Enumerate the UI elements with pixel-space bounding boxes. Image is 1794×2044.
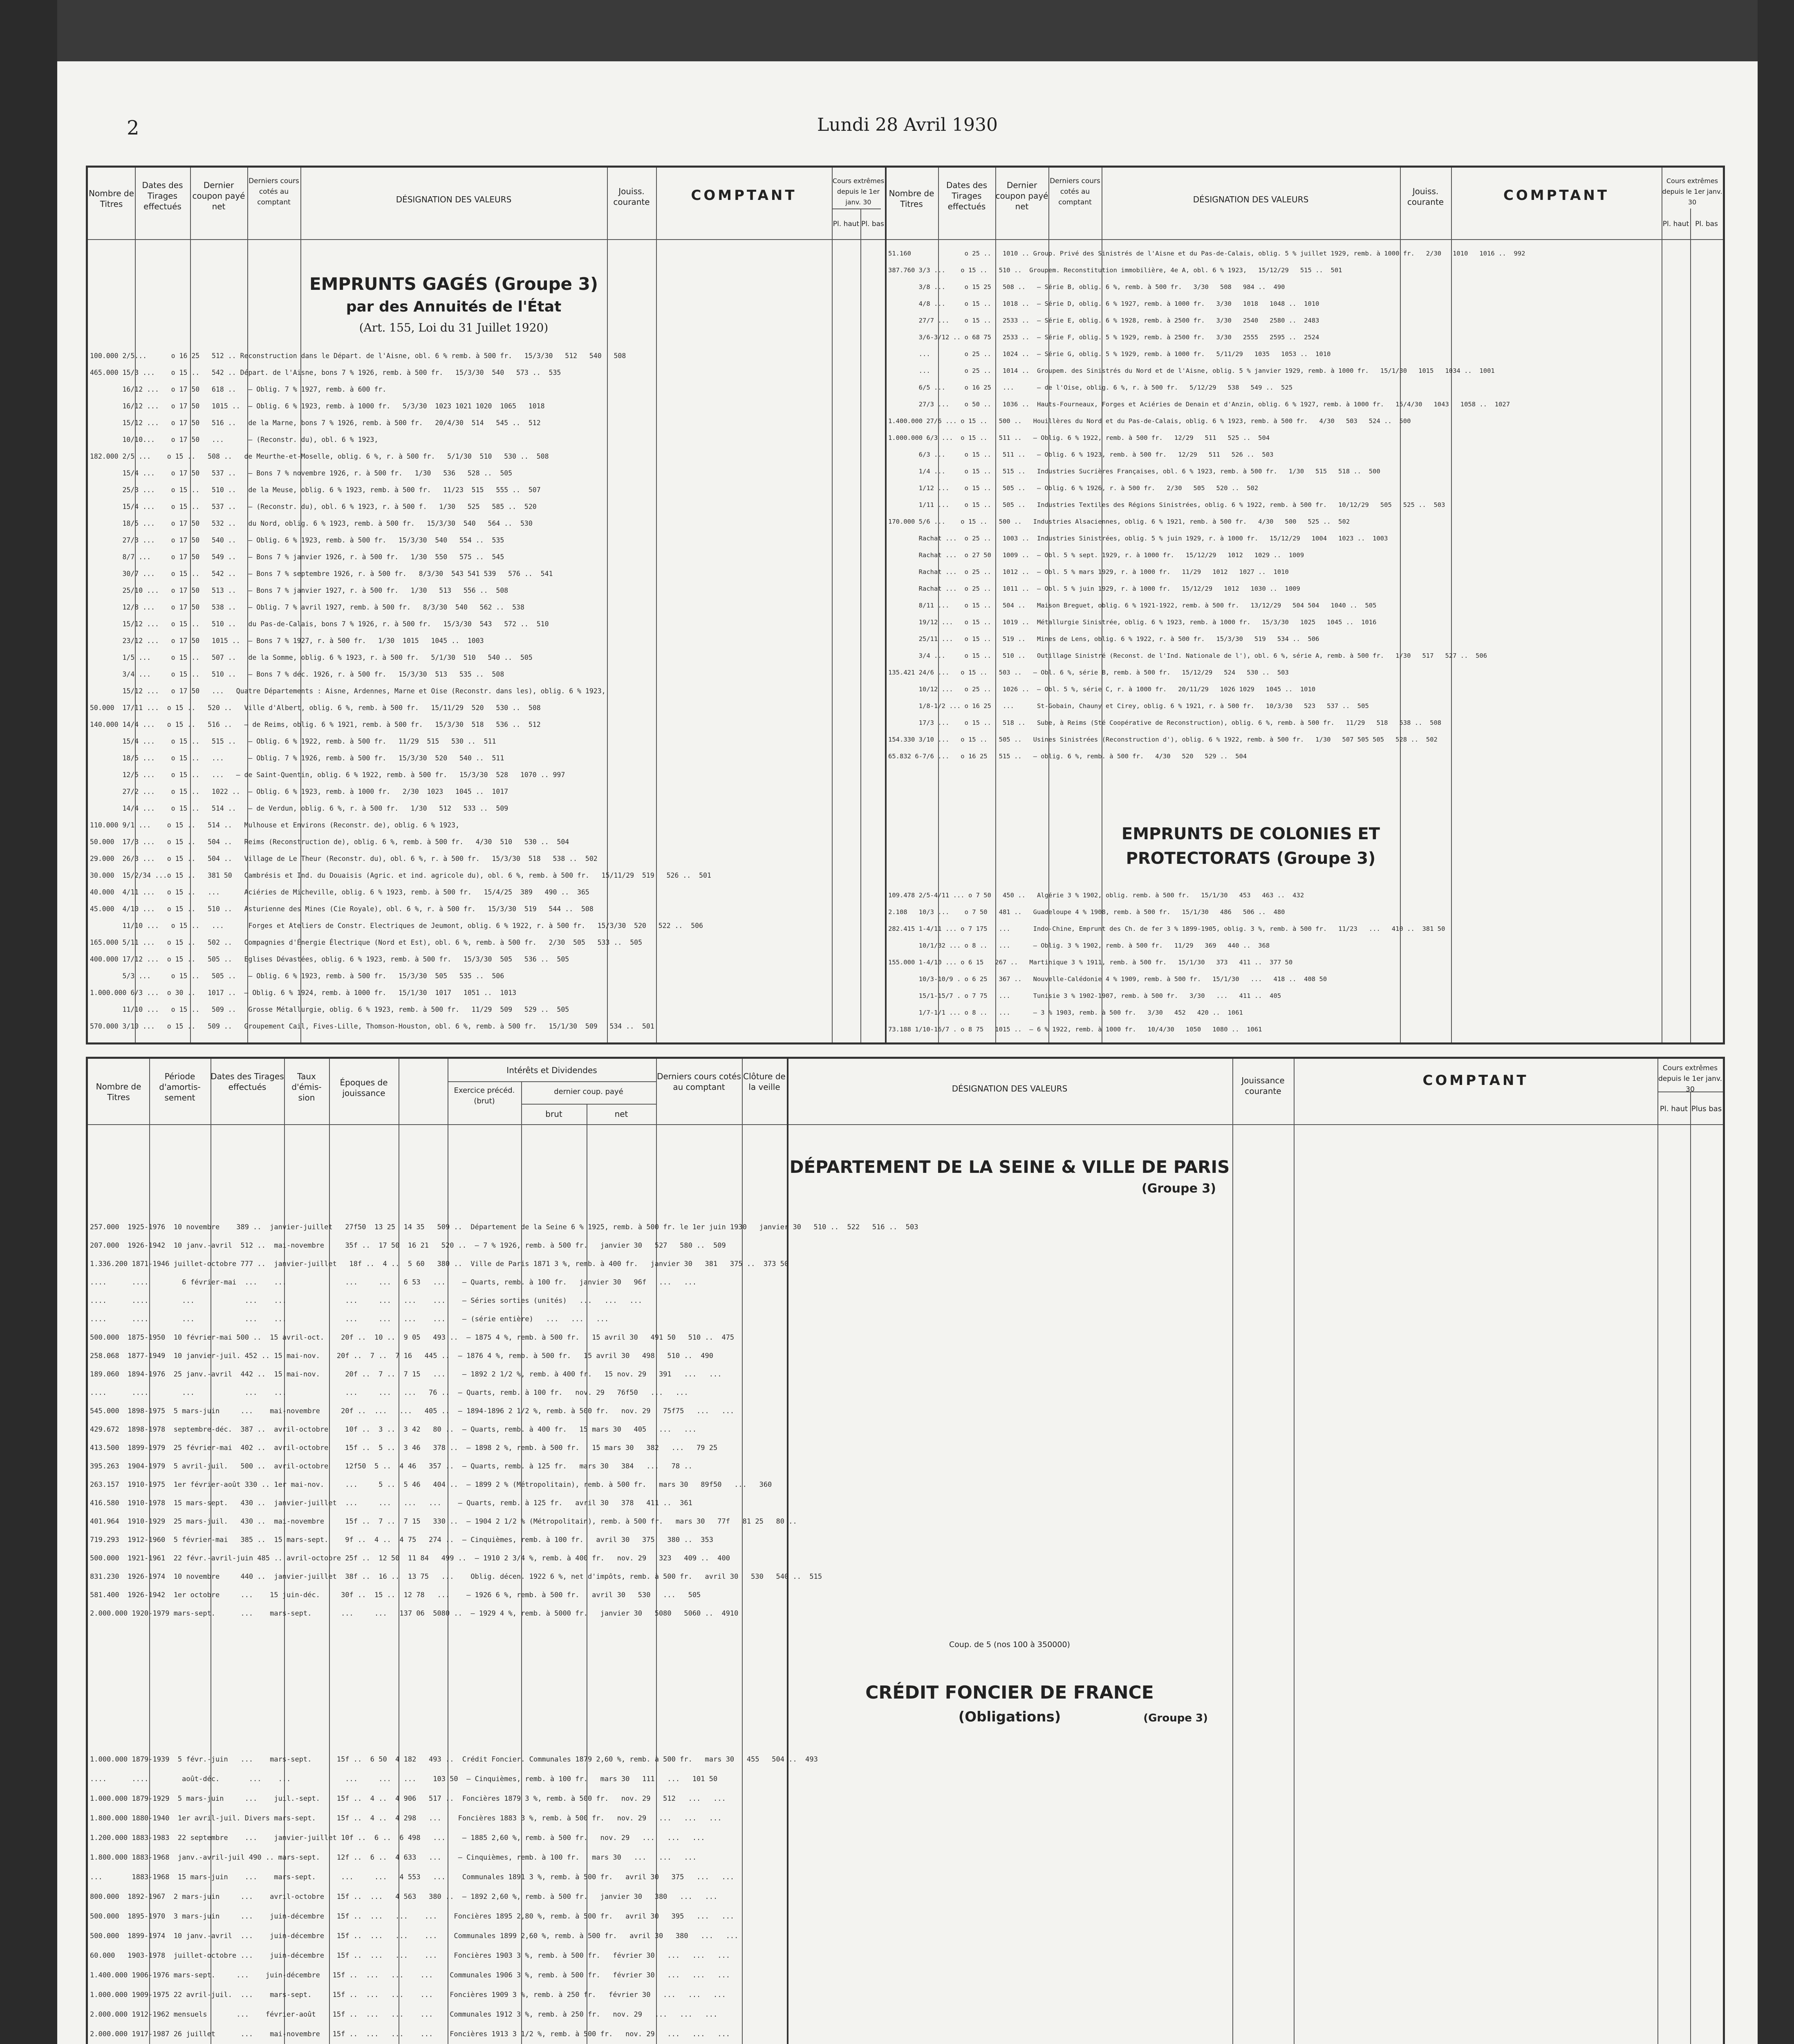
bcol-taux: Taux d'émis-sion [291, 1071, 322, 1103]
table-row: 3/4 ... o 15 .. 510 .. — Bons 7 % déc. 1926, r. à 500 fr. 15/3/30 513 535 .. 508 [90, 670, 504, 678]
section-colonies: EMPRUNTS DE COLONIES ET PROTECTORATS (Groupe 3) [1121, 825, 1380, 868]
table-row: 719.293 1912-1960 5 février-mai 385 .. 15 mars-sept. 9f .. 4 .. 4 75 274 .. — Cinquièmes, remb. à 100 fr. avril 30 375 380 .. 353 [90, 1536, 713, 1544]
table-row: 10/12 ... o 25 .. 1026 .. — Obl. 5 %, série C, r. à 1000 fr. 20/11/29 1026 1029 1045 .. 1010 [888, 686, 1316, 693]
table-row: 6/5 ... o 16 25 ... — de l'Oise, oblig. 6 %, r. à 500 fr. 5/12/29 538 549 .. 525 [888, 384, 1293, 391]
table-row: 50.000 17/3 ... o 15 .. 504 .. Reims (Reconstruction de), oblig. 6 %, remb. à 500 fr. 4/30 510 530 .. 504 [90, 838, 569, 846]
table-row: 10/3-10/9 . o 6 25 367 .. Nouvelle-Calédonie 4 % 1909, remb. à 500 fr. 15/1/30 ... 418 .. 408 50 [888, 975, 1327, 983]
table-row: 401.964 1910-1929 25 mars-juil. 430 .. mai-novembre 15f .. 7 .. 7 15 330 .. — 1904 2 1/2 % (Métropolitain), remb. à 500 fr. mars 30 77f 81 25 80 .. [90, 1517, 797, 1526]
table-row: 416.580 1910-1978 15 mars-sept. 430 .. janvier-juillet ... ... ... ... — Quarts, remb. à 125 fr. avril 30 378 411 .. 361 [90, 1499, 692, 1507]
table-row: 3/8 ... o 15 25 508 .. — Série B, oblig. 6 %, remb. à 500 fr. 3/30 508 984 .. 490 [888, 283, 1285, 291]
bcol-cours-extremes: Cours extrêmes depuis le 1er janv. 30 [1658, 1064, 1722, 1094]
table-row: ... o 25 .. 1024 .. — Série G, oblig. 5 % 1929, remb. à 1000 fr. 5/11/29 1035 1053 .. 1010 [888, 350, 1331, 358]
table-row: 135.421 24/6 ... o 15 .. 503 .. — Obl. 6 %, série B, remb. à 500 fr. 15/12/29 524 530 .. 503 [888, 669, 1289, 676]
table-row: 282.415 1-4/11 ... o 7 175 ... Indo-Chine, Emprunt des Ch. de fer 3 % 1899-1905, oblig. 3 %, remb. à 500 fr. 11/23 ... 410 .. 381 50 [888, 925, 1445, 932]
bcol-designation: DÉSIGNATION DES VALEURS [952, 1084, 1068, 1094]
col-pl-haut-r: Pl. haut [1662, 220, 1689, 228]
col-pl-bas-r: Pl. bas [1695, 220, 1718, 228]
section-emprunts-gages: EMPRUNTS GAGÉS (Groupe 3) [309, 274, 598, 294]
table-row: 45.000 4/10 ... o 15 .. 510 .. Asturienne des Mines (Cie Royale), obl. 6 %, r. à 500 fr. 15/3/30 519 544 .. 508 [90, 905, 594, 913]
bcol-interets: Intérêts et Dividendes [506, 1065, 597, 1075]
table-row: 1.000.000 1879-1939 5 févr.-juin ... mars-sept. 15f .. 6 50 4 182 493 .. Crédit Foncier. Communales 1879 2,60 %, remb. à 500 fr. mars 30 455 504 .. 493 [90, 1755, 818, 1764]
table-row: 8/11 ... o 15 .. 504 .. Maison Breguet, oblig. 6 % 1921-1922, remb. à 500 fr. 13/12/29 504 504 1040 .. 505 [888, 602, 1377, 609]
table-row: 18/5 ... o 15 .. ... — Oblig. 7 % 1926, remb. à 500 fr. 15/3/30 520 540 .. 511 [90, 754, 504, 762]
left-rows-block [90, 347, 883, 1034]
table-row: .... .... ... ... ... ... ... ... ... — (série entière) ... ... ... [90, 1315, 609, 1323]
bcol-net: net [614, 1109, 628, 1119]
bcol-derniers-cours: Derniers cours cotés au comptant [657, 1071, 741, 1092]
table-row: 30/7 ... o 15 .. 542 .. — Bons 7 % septembre 1926, r. à 500 fr. 8/3/30 543 541 539 576 .. 541 [90, 570, 553, 578]
table-row: 570.000 3/10 ... o 15 .. 509 .. Groupement Cail, Fives-Lille, Thomson-Houston, obl. 6 %, remb. à 500 fr. 15/1/30 509 534 .. 501 [90, 1022, 654, 1030]
seine-tail: Coup. de 5 (nos 100 à 350000) [949, 1640, 1070, 1649]
col-cours-extremes-r: Cours extrêmes depuis le 1er janv. 30 [1662, 177, 1722, 206]
table-row: .... .... ... ... ... ... ... ... 76 .. — Quarts, remb. à 100 fr. nov. 29 76f50 ... ... [90, 1389, 688, 1397]
table-row: 2.000.000 1920-1979 mars-sept. ... mars-sept. ... ... 137 06 5080 .. — 1929 4 %, remb. à 5000 fr. janvier 30 5080 5060 .. 4910 [90, 1609, 739, 1618]
table-row: ... o 25 .. 1014 .. Groupem. des Sinistrés du Nord et de l'Aisne, oblig. 5 % janvier 1929, remb. à 1000 fr. 15/1/30 1015 1034 .. 1001 [888, 367, 1495, 374]
table-row: 429.672 1898-1978 septembre-déc. 387 .. avril-octobre 10f .. 3 .. 3 42 80 .. — Quarts, remb. à 400 fr. 15 mars 30 405 ... ... [90, 1425, 697, 1434]
table-row: 16/12 ... o 17 50 618 .. — Oblig. 7 % 1927, remb. à 600 fr. [90, 385, 387, 393]
table-row: 1.800.000 1880-1940 1er avril-juil. Divers mars-sept. 15f .. 4 .. 4 298 ... Foncières 1883 3 %, remb. à 500 fr. nov. 29 ... ... ... [90, 1814, 722, 1822]
section-seine: DÉPARTEMENT DE LA SEINE & VILLE DE PARIS [789, 1157, 1230, 1177]
table-row: 14/4 ... o 15 .. 514 .. — de Verdun, oblig. 6 %, r. à 500 fr. 1/30 512 533 .. 509 [90, 805, 508, 812]
col-designation: DÉSIGNATION DES VALEURS [396, 195, 512, 204]
table-row: 3/4 ... o 15 .. 510 .. Outillage Sinistré (Reconst. de l'Ind. Nationale de l'), obl. 6 %, série A, remb. à 500 fr. 1/30 517 527 .. 506 [888, 652, 1487, 659]
table-row: 1/4 ... o 15 .. 515 .. Industries Sucrières Françaises, obl. 6 % 1923, remb. à 500 fr. 1/30 515 518 .. 500 [888, 468, 1380, 475]
table-row: 1.000.000 1879-1929 5 mars-juin ... juil.-sept. 15f .. 4 .. 4 906 517 .. Foncières 1879 3 %, remb. à 500 fr. nov. 29 512 ... ... [90, 1795, 726, 1803]
col-derniers-cours-r: Derniers cours cotés au comptant [1050, 177, 1100, 206]
col-comptant-r: COMPTANT [1503, 187, 1610, 204]
table-row: 29.000 26/3 ... o 15 .. 504 .. Village de Le Theur (Reconstr. du), obl. 6 %, r. à 500 fr. 15/3/30 518 538 .. 502 [90, 855, 598, 863]
page-header [57, 61, 1758, 139]
table-row: 15/4 ... o 17 50 537 .. — Bons 7 % novembre 1926, r. à 500 fr. 1/30 536 528 .. 505 [90, 469, 513, 477]
table-row: 6/3 ... o 15 .. 511 .. — Oblig. 6 % 1923, remb. à 500 fr. 12/29 511 526 .. 503 [888, 451, 1274, 458]
table-row: 2.108 10/3 ... o 7 50 481 .. Guadeloupe 4 % 1908, remb. à 500 fr. 15/1/30 486 506 .. 480 [888, 908, 1285, 916]
table-row: 15/12 ... o 15 .. 510 .. du Pas-de-Calais, bons 7 % 1926, r. à 500 fr. 15/3/30 543 572 .. 510 [90, 620, 549, 628]
col-designation-r: DÉSIGNATION DES VALEURS [1193, 195, 1309, 204]
table-row: 4/8 ... o 15 .. 1018 .. — Série D, oblig. 6 % 1927, remb. à 1000 fr. 3/30 1018 1048 .. 1010 [888, 300, 1319, 307]
bcol-dates: Dates des Tirages effectués [211, 1071, 284, 1092]
table-row: 1.336.200 1871-1946 juillet-octobre 777 .. janvier-juillet 18f .. 4 .. 5 60 380 .. Ville de Paris 1871 3 %, remb. à 400 fr. janvier 30 381 375 .. 373 50 [90, 1260, 789, 1268]
table-row: 15/4 ... o 15 .. 537 .. — (Reconstr. du), obl. 6 % 1923, r. à 500 f. 1/30 525 585 .. 520 [90, 503, 537, 511]
table-row: .... .... août-déc. ... ... ... ... ... 103 50 — Cinquièmes, remb. à 100 fr. mars 30 111 ... 101 50 [90, 1775, 718, 1783]
page-number: 2 [127, 117, 139, 139]
bcol-nombre: Nombre de Titres [96, 1082, 141, 1102]
table-row: 100.000 2/5... o 16 25 512 .. Reconstruction dans le Départ. de l'Aisne, obl. 6 % remb. à 500 fr. 15/3/30 512 540 508 [90, 352, 626, 360]
table-row: 2.000.000 1917-1987 26 juillet ... mai-novembre 15f .. ... ... ... Foncières 1913 3 1/2 %, remb. à 500 fr. nov. 29 ... ... ... [90, 2030, 730, 2038]
table-row: 500.000 1895-1970 3 mars-juin ... juin-décembre 15f .. ... ... ... Foncières 1895 2,80 %, remb. à 500 fr. avril 30 395 ... ... [90, 1912, 735, 1921]
table-row: 40.000 4/11 ... o 15 .. ... Aciéries de Micheville, oblig. 6 % 1923, remb. à 500 fr. 15/4/25 389 490 .. 365 [90, 888, 589, 896]
table-row: 1/11 ... o 15 .. 505 .. Industries Textiles des Régions Sinistrées, oblig. 6 % 1922, remb. à 500 fr. 10/12/29 505 525 .. 503 [888, 501, 1445, 509]
table-row: 27/2 ... o 15 .. 1022 .. — Oblig. 6 % 1923, remb. à 1000 fr. 2/30 1023 1045 .. 1017 [90, 788, 508, 796]
table-row: 60.000 1903-1978 juillet-octobre ... juin-décembre 15f .. ... ... ... Foncières 1903 3 %, remb. à 500 fr. février 30 ... ... ... [90, 1952, 730, 1960]
credit-foncier-rows-block [90, 1750, 1721, 2044]
table-row: 15/1-15/7 . o 7 75 ... Tunisie 3 % 1902-1907, remb. à 500 fr. 3/30 ... 411 .. 405 [888, 992, 1281, 1000]
section-credit-foncier-sub: (Obligations) [958, 1709, 1061, 1725]
section-credit-foncier: CRÉDIT FONCIER DE FRANCE [865, 1682, 1154, 1703]
table-row: 465.000 15/3 ... o 15 .. 542 .. Départ. de l'Aisne, bons 7 % 1926, remb. à 500 fr. 15/3/30 540 573 .. 535 [90, 369, 561, 377]
table-row: 110.000 9/1 ... o 15 .. 514 .. Mulhouse et Environs (Reconstr. de), oblig. 6 % 1923, [90, 821, 459, 829]
table-row: 2.000.000 1912-1962 mensuels ... février-août 15f .. ... ... ... Communales 1912 3 %, remb. à 250 fr. nov. 29 ... ... ... [90, 2010, 718, 2019]
table-row: 19/12 ... o 15 .. 1019 .. Métallurgie Sinistrée, oblig. 6 % 1923, remb. à 1000 fr. 15/3/30 1025 1045 .. 1016 [888, 619, 1377, 626]
table-row: 387.760 3/3 ... o 15 .. 510 .. Groupem. Reconstitution immobilière, 4e A, obl. 6 % 1923, 15/12/29 515 .. 501 [888, 267, 1342, 274]
bcol-dernier-coupon: dernier coup. payé [554, 1087, 623, 1096]
table-row: 155.000 1-4/10 ... o 6 15 267 .. Martinique 3 % 1911, remb. à 500 fr. 15/1/30 373 411 .. 377 50 [888, 959, 1293, 966]
col-jouissance-r: Jouiss. courante [1407, 186, 1444, 207]
scan-margin-right [1758, 0, 1794, 2044]
table-row: ... 1883-1968 15 mars-juin ... mars-sept. ... ... 4 553 ... Communales 1891 3 %, remb. à 500 fr. avril 30 375 ... ... [90, 1873, 735, 1881]
table-row: 51.160 o 25 .. 1010 .. Group. Privé des Sinistrés de l'Aisne et du Pas-de-Calais, oblig. 5 % juillet 1929, remb. à 1000 fr. 2/30 1010 1016 .. 992 [888, 250, 1525, 257]
table-row: 109.478 2/5-4/11 ... o 7 50 450 .. Algérie 3 % 1902, oblig. remb. à 500 fr. 15/1/30 453 463 .. 432 [888, 892, 1304, 899]
col-jouissance: Jouiss. courante [613, 186, 650, 207]
table-row: 500.000 1875-1950 10 février-mai 500 .. 15 avril-oct. 20f .. 10 .. 9 05 493 .. — 1875 4 %, remb. à 500 fr. 15 avril 30 491 50 510 .. 475 [90, 1334, 735, 1342]
table-row: 11/10 ... o 15 .. ... Forges et Ateliers de Constr. Electriques de Jeumont, oblig. 6 % 1922, r. à 500 fr. 15/3/30 520 522 .. 506 [90, 922, 703, 930]
col-dernier-coupon: Dernier coupon payé net [192, 180, 245, 211]
table-row: 27/3 ... o 17 50 540 .. — Oblig. 6 % 1923, remb. à 500 fr. 15/3/30 540 554 .. 535 [90, 536, 504, 544]
table-row: 413.500 1899-1979 25 février-mai 402 .. avril-octobre 15f .. 5 .. 3 46 378 .. — 1898 2 %, remb. à 500 fr. 15 mars 30 382 ... 79 25 [90, 1444, 718, 1452]
table-row: Rachat ... o 25 .. 1003 .. Industries Sinistrées, oblig. 5 % juin 1929, r. à 1000 fr. 15/12/29 1004 1023 .. 1003 [888, 535, 1388, 542]
section-emprunts-gages-sub: par des Annuités de l'État [346, 298, 562, 315]
table-row: 1.000.000 6/3 ... o 15 .. 511 .. — Oblig. 6 % 1922, remb. à 500 fr. 12/29 511 525 .. 504 [888, 434, 1270, 442]
table-row: 545.000 1898-1975 5 mars-juin ... mai-novembre 20f .. ... ... 405 .. — 1894-1896 2 1/2 %, remb. à 500 fr. nov. 29 75f75 ... ... [90, 1407, 735, 1415]
bcol-brut: brut [545, 1109, 562, 1119]
table-row: 18/5 ... o 17 50 532 .. du Nord, oblig. 6 % 1923, remb. à 500 fr. 15/3/30 540 564 .. 530 [90, 520, 533, 527]
table-row: 395.263 1904-1979 5 avril-juil. 500 .. avril-octobre 12f50 5 .. 4 46 357 .. — Quarts, remb. à 125 fr. mars 30 384 ... 78 .. [90, 1462, 692, 1470]
table-row: 25/11 ... o 15 .. 519 .. Mines de Lens, oblig. 6 % 1922, r. à 500 fr. 15/3/30 519 534 .. 506 [888, 635, 1319, 643]
bcol-pl-haut: Pl. haut [1660, 1105, 1688, 1113]
table-row: 17/3 ... o 15 .. 518 .. Sube, à Reims (Sté Coopérative de Reconstruction), oblig. 6 %, remb. à 500 fr. 11/29 518 538 .. 508 [888, 719, 1442, 726]
bcol-plus-bas: Plus bas [1691, 1105, 1722, 1113]
table-row: 12/5 ... o 15 .. ... — de Saint-Quentin, oblig. 6 % 1922, remb. à 500 fr. 15/3/30 528 1070 .. 997 [90, 771, 565, 779]
col-dernier-coupon-r: Dernier coupon payé net [995, 180, 1048, 211]
section-credit-foncier-group: (Groupe 3) [1143, 1712, 1208, 1724]
bcol-jouissance: Jouissance courante [1241, 1076, 1285, 1096]
colonies-rows-block [888, 887, 1720, 1038]
table-row: 1/7-1/1 ... o 8 .. ... — 3 % 1903, remb. à 500 fr. 3/30 452 420 .. 1061 [888, 1009, 1243, 1016]
bcol-periode: Période d'amortis-sement [159, 1071, 201, 1103]
table-row: .... .... ... ... ... ... ... ... ... — Séries sorties (unités) ... ... ... [90, 1297, 643, 1305]
table-row: Rachat ... o 27 50 1009 .. — Obl. 5 % sept. 1929, r. à 1000 fr. 15/12/29 1012 1029 .. 1009 [888, 551, 1304, 559]
table-row: 831.230 1926-1974 10 novembre 440 .. janvier-juillet 38f .. 16 .. 13 75 ... Oblig. décen. 1922 6 %, net d'impôts, remb. à 500 fr. avril 30 530 540 .. 515 [90, 1573, 822, 1581]
table-row: Rachat ... o 25 .. 1012 .. — Obl. 5 % mars 1929, r. à 1000 fr. 11/29 1012 1027 .. 1010 [888, 568, 1289, 576]
bcol-exercice: Exercice précéd. (brut) [454, 1086, 515, 1105]
table-row: 3/6-3/12 .. o 68 75 2533 .. — Série F, oblig. 5 % 1929, remb. à 2500 fr. 3/30 2555 2595 .. 2524 [888, 334, 1319, 341]
table-row: 500.000 1899-1974 10 janv.-avril ... juin-décembre 15f .. ... ... ... Communales 1899 2,60 %, remb. à 500 fr. avril 30 380 ... ... [90, 1932, 739, 1940]
table-row: 11/10 ... o 15 .. 509 .. Grosse Métallurgie, oblig. 6 % 1923, remb. à 500 fr. 11/29 509 529 .. 505 [90, 1006, 569, 1013]
table-row: 65.832 6-7/6 ... o 16 25 515 .. — oblig. 6 %, remb. à 500 fr. 4/30 520 529 .. 504 [888, 753, 1247, 760]
section-emprunts-gages-law: (Art. 155, Loi du 31 Juillet 1920) [359, 321, 549, 334]
table-row: 182.000 2/5 ... o 15 .. 508 .. de Meurthe-et-Moselle, oblig. 6 %, r. à 500 fr. 5/1/30 510 530 .. 508 [90, 453, 549, 460]
table-row: 400.000 17/12 ... o 15 .. 505 .. Eglises Dévastées, oblig. 6 % 1923, remb. à 500 fr. 15/3/30 505 536 .. 505 [90, 955, 569, 963]
top-table [86, 166, 1725, 1044]
right-rows-block [888, 245, 1720, 769]
table-row: 1/5 ... o 15 .. 507 .. de la Somme, oblig. 6 % 1923, r. à 500 fr. 5/1/30 510 540 .. 505 [90, 654, 533, 661]
scan-margin-left [0, 0, 57, 2044]
table-row: 23/12 ... o 17 50 1015 .. — Bons 7 % 1927, r. à 500 fr. 1/30 1015 1045 .. 1003 [90, 637, 484, 645]
table-row: 154.330 3/10 ... o 15 .. 505 .. Usines Sinistrées (Reconstruction d'), oblig. 6 % 1922, remb. à 500 fr. 1/30 507 505 505 528 .. 502 [888, 736, 1438, 743]
table-row: 140.000 14/4 ... o 15 .. 516 .. — de Reims, oblig. 6 % 1921, remb. à 500 fr. 15/3/30 518 536 .. 512 [90, 721, 541, 728]
table-row: 10/10... o 17 50 ... — (Reconstr. du), obl. 6 % 1923, [90, 436, 379, 444]
seine-rows-block [90, 1218, 1721, 1635]
table-row: 1.400.000 27/6 ... o 15 .. 500 .. Houillères du Nord et du Pas-de-Calais, oblig. 6 % 1923, remb. à 500 fr. 4/30 503 524 .. 500 [888, 417, 1411, 425]
table-row: 73.188 1/10-16/7 . o 8 75 1015 .. — 6 % 1922, remb. à 1000 fr. 10/4/30 1050 1080 .. 1061 [888, 1026, 1262, 1033]
table-row: 258.068 1877-1949 10 janvier-juil. 452 .. 15 mai-nov. 20f .. 7 .. 7 16 445 .. — 1876 4 %, remb. à 500 fr. 15 avril 30 498 510 .. 490 [90, 1352, 713, 1360]
table-row: .... .... 6 février-mai ... ... ... ... 6 53 ... — Quarts, remb. à 100 fr. janvier 30 96f ... ... [90, 1278, 697, 1286]
table-row: 207.000 1926-1942 10 janv.-avril 512 .. mai-novembre 35f .. 17 50 16 21 520 .. — 7 % 1926, remb. à 500 fr. janvier 30 527 580 .. 509 [90, 1242, 726, 1250]
table-row: 15/12 ... o 17 50 ... Quatre Départements : Aisne, Ardennes, Marne et Oise (Reconstr. dans les), oblig. 6 % 1923, [90, 687, 606, 695]
table-row: 15/4 ... o 15 .. 515 .. — Oblig. 6 % 1922, remb. à 500 fr. 11/29 515 530 .. 511 [90, 737, 496, 745]
table-row: 800.000 1892-1967 2 mars-juin ... avril-octobre 15f .. ... 4 563 380 .. — 1892 2,60 %, remb. à 500 fr. janvier 30 380 ... ... [90, 1893, 718, 1901]
col-nombre-titres-r: Nombre de Titres [889, 188, 934, 209]
table-row: 165.000 5/11 ... o 15 .. 502 .. Compagnies d'Énergie Électrique (Nord et Est), obl. 6 %, remb. à 500 fr. 2/30 505 533 .. 505 [90, 939, 643, 946]
table-row: 581.400 1926-1942 1er octobre ... 15 juin-déc. 30f .. 15 .. 12 78 ... — 1926 6 %, remb. à 500 fr. avril 30 530 ... 505 [90, 1591, 701, 1599]
table-row: 25/10 ... o 17 50 513 .. — Bons 7 % janvier 1927, r. à 500 fr. 1/30 513 556 .. 508 [90, 587, 508, 594]
newspaper-page [57, 61, 1758, 2044]
table-row: 1/8-1/2 ... o 16 25 ... St-Gobain, Chauny et Cirey, oblig. 6 % 1921, r. à 500 fr. 10/3/30 523 537 .. 505 [888, 702, 1369, 710]
table-row: 1.400.000 1906-1976 mars-sept. ... juin-décembre 15f .. ... ... ... Communales 1906 3 %, remb. à 500 fr. février 30 ... ... ... [90, 1971, 730, 1979]
table-row: 27/7 ... o 15 .. 2533 .. — Série E, oblig. 6 % 1928, remb. à 2500 fr. 3/30 2540 2580 .. 2483 [888, 317, 1319, 324]
table-row: Rachat ... o 25 .. 1011 .. — Obl. 5 % juin 1929, r. à 1000 fr. 15/12/29 1012 1030 .. 1009 [888, 585, 1300, 592]
page-date: Lundi 28 Avril 1930 [817, 114, 998, 135]
col-derniers-cours: Derniers cours cotés au comptant [249, 177, 299, 206]
table-row: 8/7 ... o 17 50 549 .. — Bons 7 % janvier 1926, r. à 500 fr. 1/30 550 575 .. 545 [90, 553, 504, 561]
bcol-epoques: Époques de jouissance [340, 1078, 388, 1098]
table-row: 27/3 ... o 50 .. 1036 .. Hauts-Fourneaux, Forges et Aciéries de Denain et d'Anzin, oblig. 6 % 1927, remb. à 1000 fr. 15/4/30 1043 1058 .. 1027 [888, 401, 1510, 408]
table-row: 30.000 15/2/34 ...o 15 .. 381 50 Cambrésis et Ind. du Douaisis (Agric. et ind. agricole du), obl. 6 %, remb. à 500 fr. 15/11/29 519 526 .. 501 [90, 872, 711, 879]
table-row: 170.000 5/6 ... o 15 .. 500 .. Industries Alsaciennes, oblig. 6 % 1921, remb. à 500 fr. 4/30 500 525 .. 502 [888, 518, 1350, 525]
table-row: 50.000 17/11 ... o 15 .. 520 .. Ville d'Albert, oblig. 6 %, remb. à 500 fr. 15/11/29 520 530 .. 508 [90, 704, 541, 712]
table-row: 500.000 1921-1961 22 févr.-avril-juin 485 .. avril-octobre 25f .. 12 50 11 84 499 .. — 1910 2 3/4 %, remb. à 400 fr. nov. 29 323 409 .. 400 [90, 1554, 730, 1562]
table-row: 12/8 ... o 17 50 538 .. — Oblig. 7 % avril 1927, remb. à 500 fr. 8/3/30 540 562 .. 538 [90, 603, 524, 611]
table-row: 263.157 1910-1975 1er février-août 330 .. 1er mai-nov. ... 5 .. 5 46 404 .. — 1899 2 % (Métropolitain), remb. à 500 fr. mars 30 89f50 ... 360 [90, 1481, 772, 1489]
col-nombre-titres: Nombre de Titres [89, 188, 134, 209]
bcol-comptant: COMPTANT [1422, 1072, 1529, 1089]
table-row: 1/12 ... o 15 .. 505 .. — Oblig. 6 % 1926, r. à 500 fr. 2/30 505 520 .. 502 [888, 484, 1259, 492]
table-row: 15/12 ... o 17 50 516 .. de la Marne, bons 7 % 1926, remb. à 500 fr. 20/4/30 514 545 .. 512 [90, 419, 541, 427]
table-row: 5/3 ... o 15 .. 505 .. — Oblig. 6 % 1923, remb. à 500 fr. 15/3/30 505 535 .. 506 [90, 972, 504, 980]
col-dates-tirages: Dates des Tirages effectués [142, 180, 183, 211]
bottom-table [86, 1057, 1725, 2044]
col-comptant: COMPTANT [691, 187, 797, 204]
col-pl-haut: Pl. haut [833, 220, 860, 228]
table-row: 25/3 ... o 15 .. 510 .. de la Meuse, oblig. 6 % 1923, remb. à 500 fr. 11/23 515 555 .. 507 [90, 486, 541, 494]
table-row: 16/12 ... o 17 50 1015 .. — Oblig. 6 % 1923, remb. à 1000 fr. 5/3/30 1023 1021 1020 1065 1018 [90, 402, 545, 410]
table-row: 189.060 1894-1976 25 janv.-avril 442 .. 15 mai-nov. 20f .. 7 .. 7 15 ... — 1892 2 1/2 %, remb. à 400 fr. 15 nov. 29 391 ... ... [90, 1370, 722, 1378]
table-row: 1.000.000 6/3 ... o 30 .. 1017 .. — Oblig. 6 % 1924, remb. à 1000 fr. 15/1/30 1017 1051 .. 1013 [90, 989, 517, 997]
table-row: 1.800.000 1883-1968 janv.-avril-juil 490 .. mars-sept. 12f .. 6 .. 4 633 ... — Cinquièmes, remb. à 100 fr. mars 30 ... ... ... [90, 1853, 697, 1862]
table-row: 1.000.000 1909-1975 22 avril-juil. ... mars-sept. 15f .. ... ... ... Foncières 1909 3 %, remb. à 250 fr. février 30 ... ... ... [90, 1991, 726, 1999]
col-cours-extremes: Cours extrêmes depuis le 1er janv. 30 [832, 177, 885, 206]
table-row: 257.000 1925-1976 10 novembre 389 .. janvier-juillet 27f50 13 25 14 35 509 .. Département de la Seine 6 % 1925, remb. à 500 fr. le 1er juin 1930 janvier 30 510 .. 522 516 .. 503 [90, 1223, 918, 1231]
bcol-cloture: Clôture de la veille [743, 1071, 786, 1092]
table-row: 10/1/32 ... o 8 .. ... — Oblig. 3 % 1902, remb. à 500 fr. 11/29 369 440 .. 368 [888, 942, 1270, 949]
col-pl-bas: Pl. bas [861, 220, 884, 228]
section-seine-group: (Groupe 3) [1142, 1181, 1216, 1196]
table-row: 1.200.000 1883-1983 22 septembre ... janvier-juillet 10f .. 6 .. 6 498 ... — 1885 2,60 %, remb. à 500 fr. nov. 29 ... ... ... [90, 1834, 705, 1842]
col-dates-tirages-r: Dates des Tirages effectués [946, 180, 987, 211]
